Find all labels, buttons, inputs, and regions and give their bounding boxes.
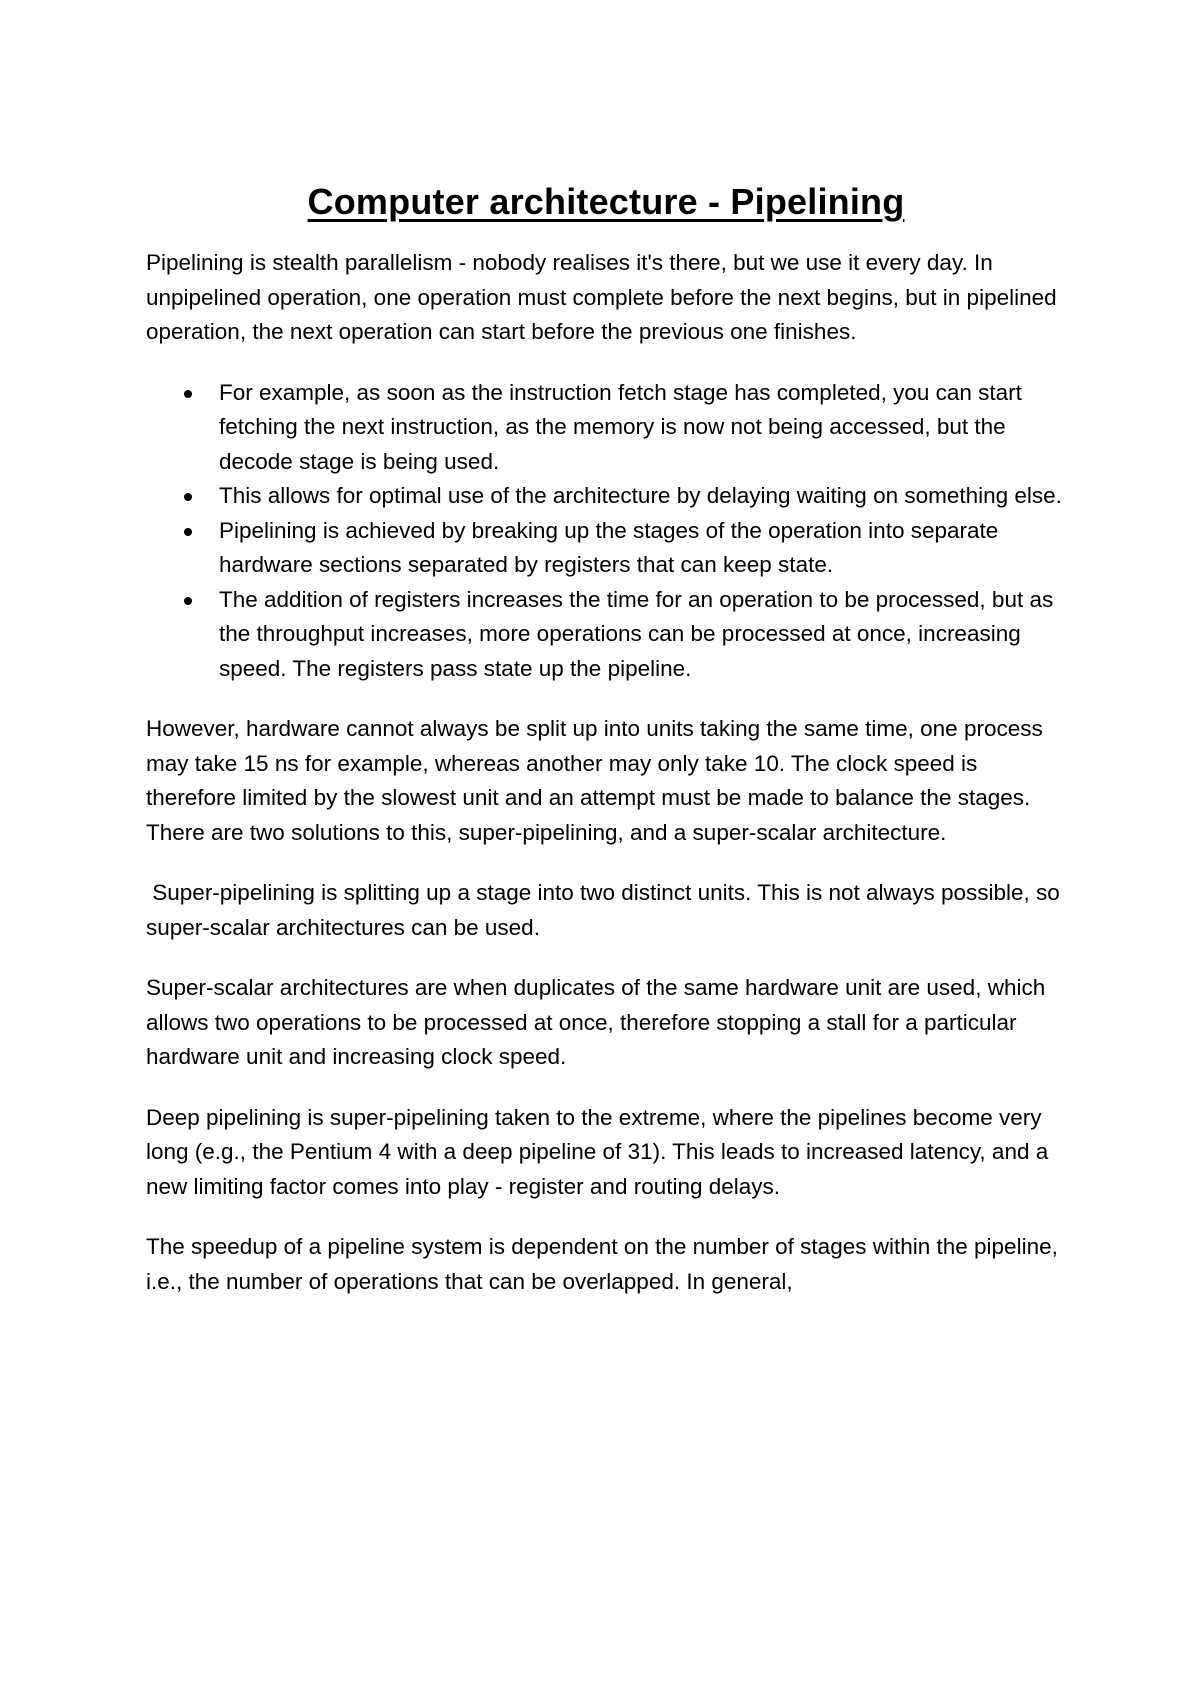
bullet-item [146,479,1066,514]
bullet-text: For example, as soon as the instruction fetch stage has completed, you can start fetching the next instruction, as the memory is now not being accessed, but the decode stage is being used. [219,379,1022,474]
bullet-text: This allows for optimal use of the architecture by delaying waiting on something else. [219,483,1062,508]
bullet-item [146,514,1066,583]
bullet-dot-icon [184,528,192,536]
bullet-dot-icon [184,493,192,501]
bullet-text: The addition of registers increases the time for an operation to be processed, but as the throughput increases, more operations can be processed at once, increasing speed. The registers pass state up the pipeline. [219,586,1054,681]
bullet-item [146,583,1066,687]
super-pipelining-paragraph: Super-pipelining is splitting up a stage into two distinct units. This is not always possible, so super-scalar architectures can be used. [146,880,1067,940]
intro-paragraph: Pipelining is stealth parallelism - nobody realises it's there, but we use it every day. In unpipelined operation, one operation must complete before the next begins, but in pipelined operation, the next operation can start before the previous one finishes. [146,250,1057,344]
super-scalar-paragraph: Super-scalar architectures are when duplicates of the same hardware unit are used, which allows two operations to be processed at once, therefore stopping a stall for a particular hardware unit and increasing clock speed. [146,975,1046,1069]
page-title: Computer architecture - Pipelining [307,181,905,222]
bullet-dot-icon [184,390,192,398]
speedup-paragraph: The speedup of a pipeline system is dependent on the number of stages within the pipeline, i.e., the number of operations that can be overlapped. In general, [146,1234,1058,1294]
bullet-text: Pipelining is achieved by breaking up the stages of the operation into separate hardware sections separated by registers that can keep state. [219,517,999,577]
hardware-split-paragraph: However, hardware cannot always be split up into units taking the same time, one process may take 15 ns for example, whereas another may only take 10. The clock speed is therefore limited by the slowest unit and an attempt must be made to balance the stages. There are two solutions to this, super-pipelining, and a super-scalar architecture. [146,716,1043,845]
bullet-item [146,376,1066,480]
bullet-dot-icon [184,597,192,605]
bullet-list [146,376,1066,687]
deep-pipelining-paragraph: Deep pipelining is super-pipelining taken to the extreme, where the pipelines become very long (e.g., the Pentium 4 with a deep pipeline of 31). This leads to increased latency, and a new limiting factor comes into play - register and routing delays. [146,1104,1049,1199]
document-page [146,178,1066,1325]
